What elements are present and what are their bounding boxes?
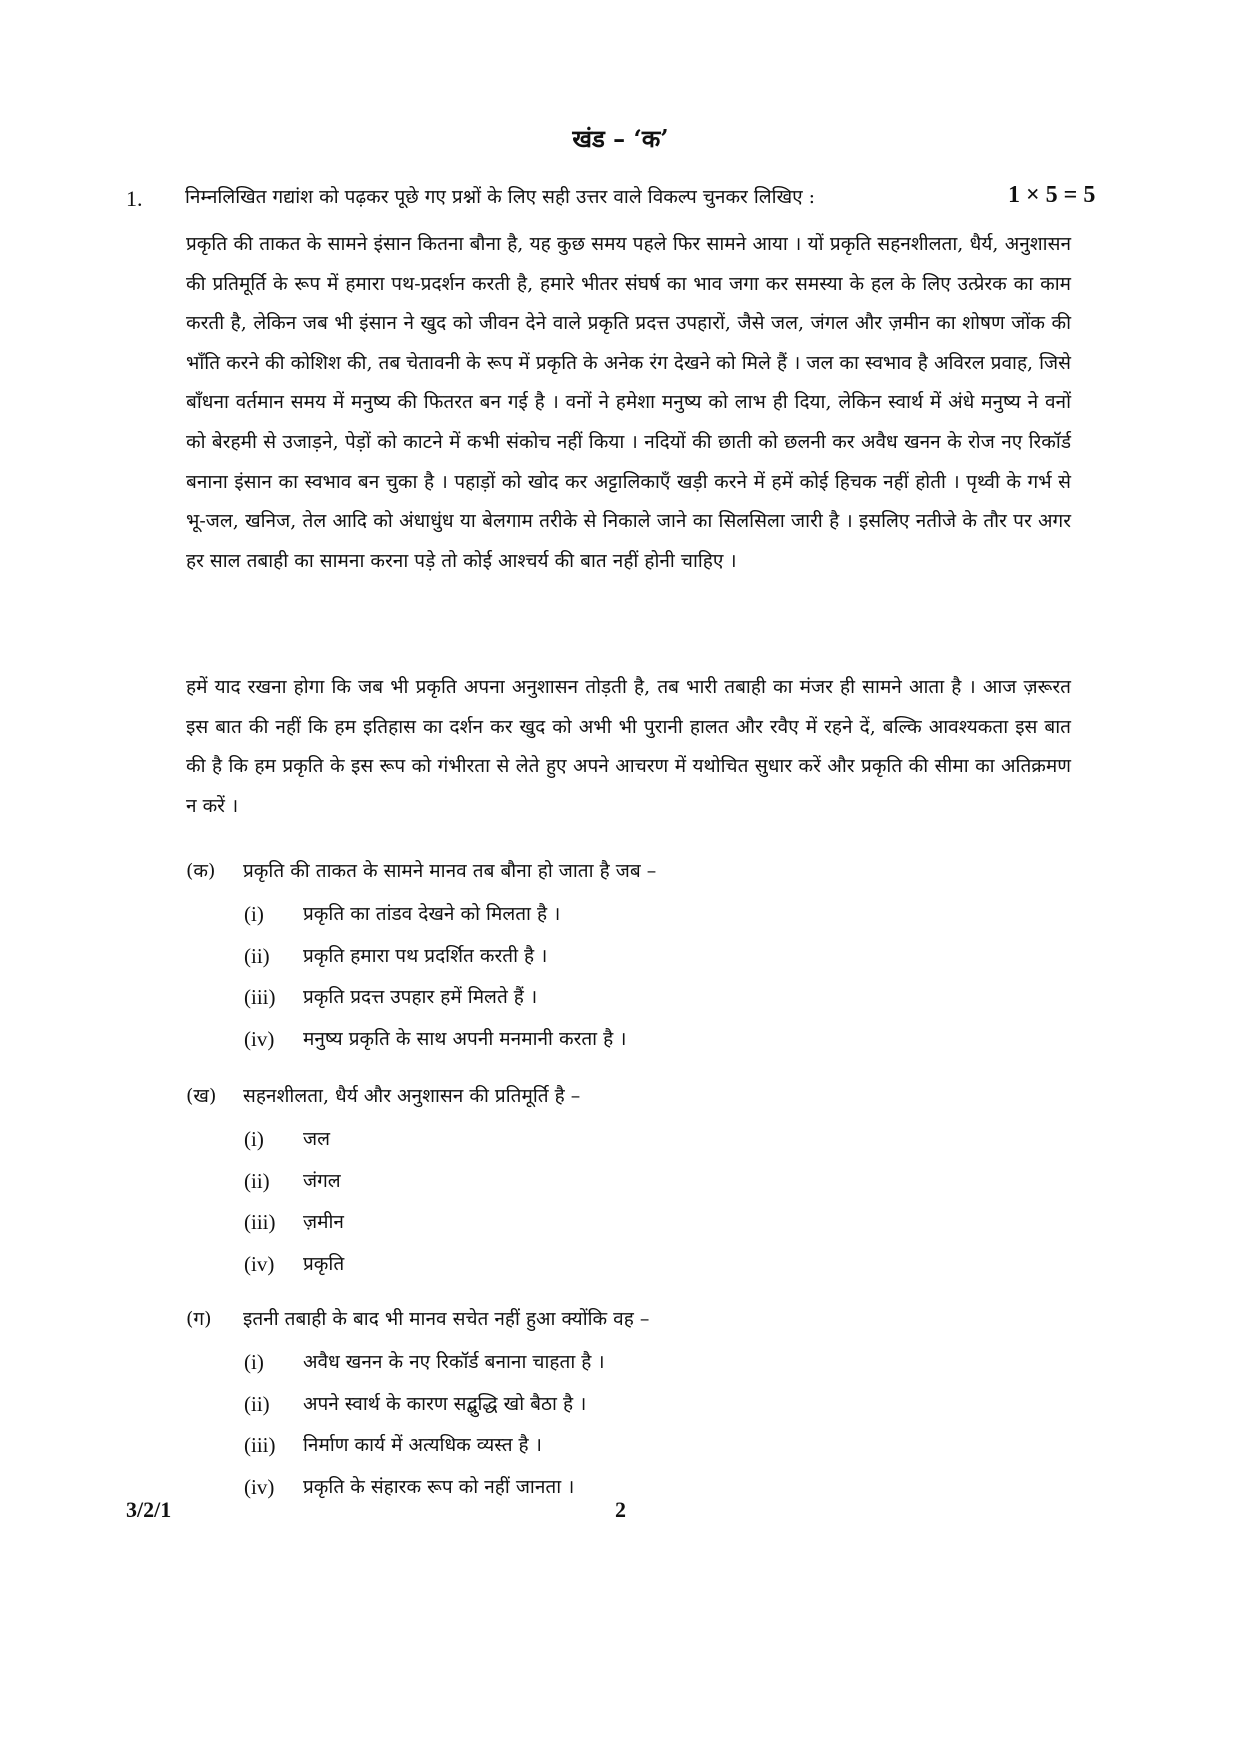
option-item: [186, 936, 1066, 978]
option-numeral: (ii): [244, 1168, 270, 1193]
option-item: [186, 1202, 1066, 1244]
subquestion-label: (क): [186, 860, 216, 882]
option-text: जंगल: [303, 1169, 341, 1192]
question-marks: 1 × 5 = 5: [1008, 182, 1096, 208]
option-item: [186, 1384, 1066, 1426]
page-number: 2: [615, 1497, 626, 1522]
option-text: मनुष्य प्रकृति के साथ अपनी मनमानी करता है ।: [303, 1027, 627, 1050]
option-text: ज़मीन: [303, 1211, 344, 1233]
option-text: अपने स्वार्थ के कारण सद्बुद्धि खो बैठा है ।: [303, 1392, 587, 1415]
subquestion-stem: इतनी तबाही के बाद भी मानव सचेत नहीं हुआ क्योंकि वह –: [243, 1308, 650, 1330]
option-text: जल: [303, 1128, 330, 1150]
passage-paragraph-1: प्रकृति की ताकत के सामने इंसान कितना बौना है, यह कुछ समय पहले फिर सामने आया । यों प्रकृति सहनशीलता, धैर्य, अनुशासन की प्रतिमूर्ति के रूप में हमारा पथ-प्रदर्शन करती है, हमारे भीतर संघर्ष का भाव जगा कर समस्या के हल के लिए उत्प्रेरक का काम करती है, लेकिन जब भी इंसान ने खुद को जीवन देने वाले प्रकृति प्रदत्त उपहारों, जैसे जल, जंगल और ज़मीन का शोषण जोंक की भाँति करने की कोशिश की, तब चेतावनी के रूप में प्रकृति के अनेक रंग देखने को मिले हैं । जल का स्वभाव है अविरल प्रवाह, जिसे बाँधना वर्तमान समय में मनुष्य की फितरत बन गई है । वनों ने हमेशा मनुष्य को लाभ ही दिया, लेकिन स्वार्थ में अंधे मनुष्य ने वनों को बेरहमी से उजाड़ने, पेड़ों को काटने में कभी संकोच नहीं किया । नदियों की छाती को छलनी कर अवैध खनन के रोज नए रिकॉर्ड बनाना इंसान का स्वभाव बन चुका है । पहाड़ों को खोद कर अट्टालिकाएँ खड़ी करने में हमें कोई हिचक नहीं होती । पृथ्वी के गर्भ से भू-जल, खनिज, तेल आदि को अंधाधुंध या बेलगाम तरीके से निकाले जाने का सिलसिला जारी है । इसलिए नतीजे के तौर पर अगर हर साल तबाही का सामना करना पड़े तो कोई आश्चर्य की बात नहीं होनी चाहिए ।: [186, 233, 1071, 572]
question-number: 1.: [126, 186, 143, 211]
option-text: प्रकृति का तांडव देखने को मिलता है ।: [303, 903, 561, 925]
option-item: [186, 1161, 1066, 1203]
subquestion-label: (ख): [186, 1085, 217, 1107]
option-numeral: (i): [244, 1350, 264, 1374]
subquestion-kha: [186, 1077, 1066, 1285]
option-item: [186, 1019, 1066, 1061]
option-text: अवैध खनन के नए रिकॉर्ड बनाना चाहता है ।: [303, 1351, 605, 1373]
option-text: निर्माण कार्य में अत्यधिक व्यस्त है ।: [303, 1434, 542, 1456]
section-title: खंड – ‘क’: [572, 124, 669, 153]
option-numeral: (ii): [244, 1391, 270, 1416]
subquestion-ka: [186, 852, 1066, 1060]
subquestion-stem: प्रकृति की ताकत के सामने मानव तब बौना हो जाता है जब –: [243, 860, 657, 882]
option-numeral: (i): [244, 902, 264, 926]
option-text: प्रकृति प्रदत्त उपहार हमें मिलते हैं ।: [303, 986, 538, 1008]
option-text: प्रकृति हमारा पथ प्रदर्शित करती है ।: [303, 944, 548, 967]
option-item: [186, 1425, 1066, 1467]
option-item: [186, 1342, 1066, 1384]
option-numeral: (i): [244, 1127, 264, 1151]
option-item: [186, 894, 1066, 936]
option-numeral: (iv): [244, 1474, 275, 1499]
option-item: [186, 1119, 1066, 1161]
option-numeral: (iv): [244, 1251, 275, 1276]
option-numeral: (ii): [244, 943, 270, 968]
passage-paragraph-2: हमें याद रखना होगा कि जब भी प्रकृति अपना अनुशासन तोड़ती है, तब भारी तबाही का मंजर ही सामने आता है । आज ज़रूरत इस बात की नहीं कि हम इतिहास का दर्शन कर खुद को अभी भी पुरानी हालत और रवैए में रहने दें, बल्कि आवश्यकता इस बात की है कि हम प्रकृति के इस रूप को गंभीरता से लेते हुए अपने आचरण में यथोचित सुधार करें और प्रकृति की सीमा का अतिक्रमण न करें ।: [186, 676, 1071, 817]
option-item: [186, 977, 1066, 1019]
subquestion-label: (ग): [186, 1308, 212, 1330]
option-numeral: (iii): [244, 1433, 276, 1457]
option-item: [186, 1244, 1066, 1286]
option-numeral: (iv): [244, 1026, 275, 1051]
subquestion-stem: सहनशीलता, धैर्य और अनुशासन की प्रतिमूर्ति है –: [243, 1085, 581, 1107]
option-text: प्रकृति के संहारक रूप को नहीं जानता ।: [303, 1475, 575, 1498]
question-instruction: निम्नलिखित गद्यांश को पढ़कर पूछे गए प्रश्नों के लिए सही उत्तर वाले विकल्प चुनकर लिखिए :: [185, 186, 816, 208]
subquestion-ga: [186, 1300, 1066, 1508]
option-text: प्रकृति: [303, 1252, 345, 1275]
option-numeral: (iii): [244, 985, 276, 1009]
paper-code: 3/2/1: [126, 1497, 172, 1522]
option-numeral: (iii): [244, 1210, 276, 1234]
